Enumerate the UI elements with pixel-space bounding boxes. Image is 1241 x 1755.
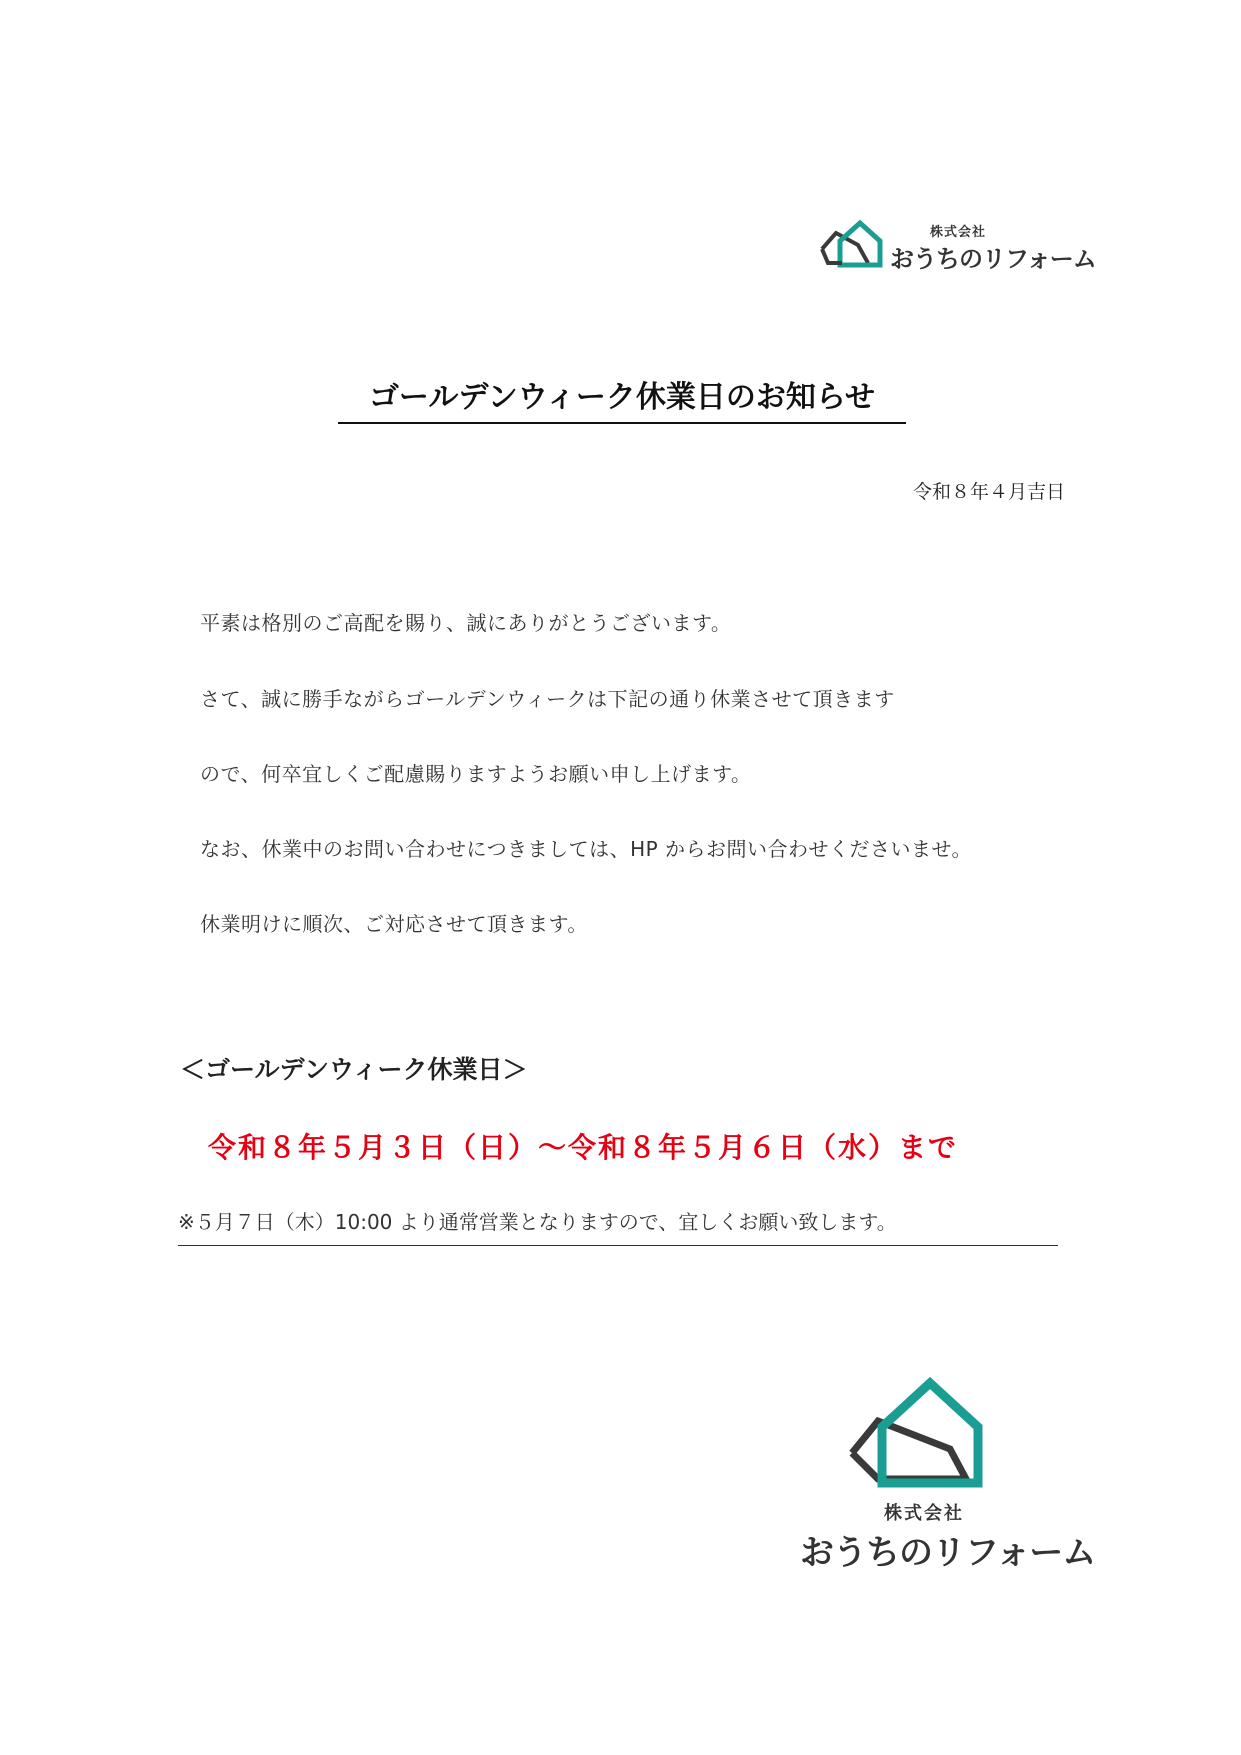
body-line-3: ので、何卒宜しくご配慮賜りますようお願い申し上げます。	[200, 762, 752, 786]
house-logo-icon	[818, 219, 890, 271]
company-name: おうちのリフォーム	[890, 245, 1096, 273]
company-type: 株式会社	[884, 1503, 964, 1524]
holiday-range: 令和８年５月３日（日）～令和８年５月６日（水）まで	[208, 1131, 959, 1164]
house-logo-icon	[832, 1375, 1002, 1495]
body-line-1: 平素は格別のご高配を賜り、誠にありがとうございます。	[200, 611, 732, 635]
body-line-4: なお、休業中のお問い合わせにつきましては、HP からお問い合わせくださいませ。	[200, 837, 972, 861]
body-line-5: 休業明けに順次、ご対応させて頂きます。	[200, 912, 588, 936]
resume-note: ※５月７日（木）10:00 より通常営業となりますので、宜しくお願い致します。	[178, 1206, 1058, 1246]
holiday-heading: ＜ゴールデンウィーク休業日＞	[180, 1055, 528, 1084]
page-title: ゴールデンウィーク休業日のお知らせ	[338, 372, 906, 424]
notice-date: 令和８年４月吉日	[912, 481, 1065, 503]
company-logo-bottom	[800, 1375, 1096, 1575]
body-line-2: さて、誠に勝手ながらゴールデンウィークは下記の通り休業させて頂きます	[200, 687, 895, 711]
company-name: おうちのリフォーム	[800, 1533, 1096, 1573]
company-type: 株式会社	[930, 225, 987, 240]
company-logo-top	[818, 219, 1096, 275]
